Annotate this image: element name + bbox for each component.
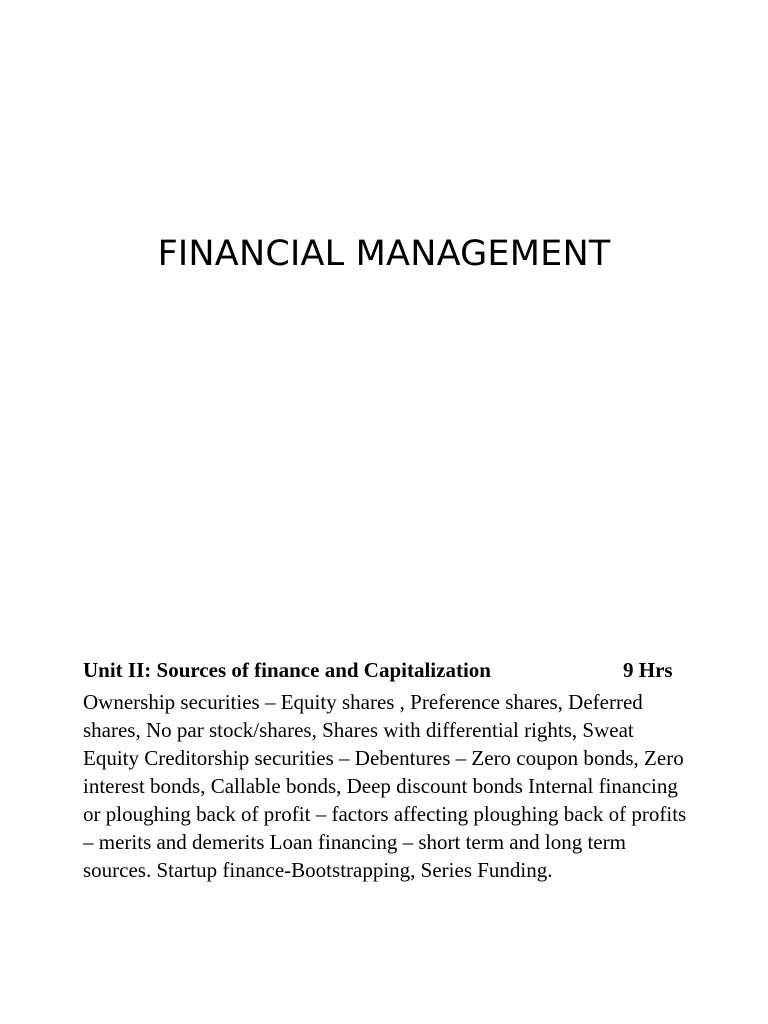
document-title: FINANCIAL MANAGEMENT [157,234,611,274]
unit-section [83,656,693,884]
unit-hours: 9 Hrs [623,658,673,682]
unit-heading-row [83,656,693,684]
unit-heading: Unit II: Sources of finance and Capitalization [83,658,491,682]
unit-body-text: Ownership securities – Equity shares , Preference shares, Deferred shares, No par stock/shares, Shares with differential rights, Sweat Equity Creditorship securities – Debentures – Zero coupon bonds, Zero interest bonds, Callable bonds, Deep discount bonds Internal financing or ploughing back of profit – factors affecting ploughing back of profits – merits and demerits Loan financing – short term and long term sources. Startup finance-Bootstrapping, Series Funding. [83,690,687,882]
